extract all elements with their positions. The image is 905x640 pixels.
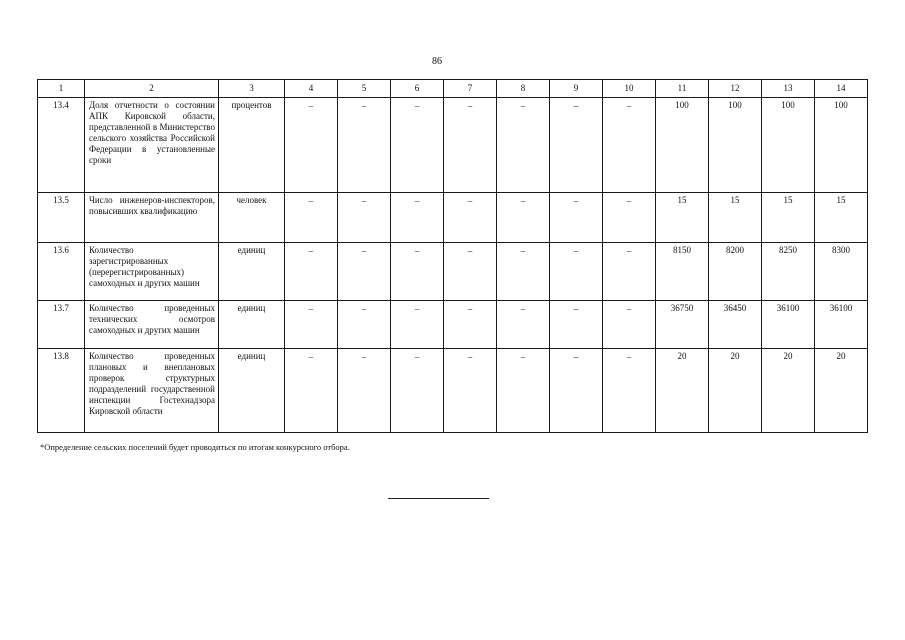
empty-value-dash: – <box>338 243 391 301</box>
empty-value-dash: – <box>444 98 497 193</box>
indicator-value: 36450 <box>709 301 762 349</box>
empty-value-dash: – <box>391 301 444 349</box>
indicator-value: 36100 <box>762 301 815 349</box>
empty-value-dash: – <box>285 301 338 349</box>
row-number: 13.8 <box>38 349 85 433</box>
row-description: Число инженеров-инспекторов, повысивших квалификацию <box>85 193 219 243</box>
row-number: 13.4 <box>38 98 85 193</box>
table-row <box>38 349 868 433</box>
table-row <box>38 193 868 243</box>
column-header: 8 <box>497 80 550 98</box>
empty-value-dash: – <box>550 193 603 243</box>
empty-value-dash: – <box>444 301 497 349</box>
column-header: 13 <box>762 80 815 98</box>
empty-value-dash: – <box>391 98 444 193</box>
indicators-table <box>37 79 868 433</box>
row-unit: человек <box>219 193 285 243</box>
column-header: 1 <box>38 80 85 98</box>
indicator-value: 8300 <box>815 243 868 301</box>
table-row <box>38 301 868 349</box>
row-unit: единиц <box>219 301 285 349</box>
column-header: 3 <box>219 80 285 98</box>
column-header: 12 <box>709 80 762 98</box>
empty-value-dash: – <box>391 193 444 243</box>
table-row <box>38 98 868 193</box>
row-description: Количество зарегистрированных (перерегистрированных) самоходных и других машин <box>85 243 219 301</box>
footnote: *Определение сельских поселений будет проводиться по итогам конкурсного отбора. <box>40 442 350 452</box>
indicator-value: 20 <box>709 349 762 433</box>
empty-value-dash: – <box>497 193 550 243</box>
table-row <box>38 243 868 301</box>
indicator-value: 100 <box>656 98 709 193</box>
row-description: Количество проведенных технических осмотров самоходных и других машин <box>85 301 219 349</box>
empty-value-dash: – <box>285 243 338 301</box>
indicator-value: 8200 <box>709 243 762 301</box>
empty-value-dash: – <box>497 243 550 301</box>
empty-value-dash: – <box>444 349 497 433</box>
empty-value-dash: – <box>285 349 338 433</box>
column-header: 5 <box>338 80 391 98</box>
indicator-value: 100 <box>709 98 762 193</box>
empty-value-dash: – <box>285 98 338 193</box>
indicator-value: 36100 <box>815 301 868 349</box>
indicator-value: 15 <box>815 193 868 243</box>
column-number-row <box>38 80 868 98</box>
empty-value-dash: – <box>338 193 391 243</box>
row-number: 13.5 <box>38 193 85 243</box>
column-header: 6 <box>391 80 444 98</box>
row-description: Количество проведенных плановых и внеплановых проверок структурных подразделений государственной инспекции Гостехнадзора Кировской области <box>85 349 219 433</box>
empty-value-dash: – <box>338 98 391 193</box>
empty-value-dash: – <box>497 301 550 349</box>
indicator-value: 20 <box>815 349 868 433</box>
indicator-value: 8150 <box>656 243 709 301</box>
end-of-section-rule <box>388 498 489 499</box>
empty-value-dash: – <box>497 98 550 193</box>
row-number: 13.6 <box>38 243 85 301</box>
empty-value-dash: – <box>550 243 603 301</box>
empty-value-dash: – <box>338 301 391 349</box>
row-unit: единиц <box>219 349 285 433</box>
empty-value-dash: – <box>603 98 656 193</box>
indicator-value: 15 <box>762 193 815 243</box>
column-header: 9 <box>550 80 603 98</box>
row-unit: единиц <box>219 243 285 301</box>
page-number: 86 <box>432 56 442 67</box>
row-number: 13.7 <box>38 301 85 349</box>
empty-value-dash: – <box>391 243 444 301</box>
empty-value-dash: – <box>391 349 444 433</box>
indicator-value: 36750 <box>656 301 709 349</box>
indicator-value: 20 <box>656 349 709 433</box>
empty-value-dash: – <box>338 349 391 433</box>
empty-value-dash: – <box>550 301 603 349</box>
row-unit: процентов <box>219 98 285 193</box>
empty-value-dash: – <box>444 193 497 243</box>
row-description: Доля отчетности о состоянии АПК Кировской области, представленной в Министерство сельского хозяйства Российской Федерации в установленные сроки <box>85 98 219 193</box>
column-header: 14 <box>815 80 868 98</box>
empty-value-dash: – <box>444 243 497 301</box>
empty-value-dash: – <box>603 243 656 301</box>
column-header: 10 <box>603 80 656 98</box>
empty-value-dash: – <box>550 349 603 433</box>
indicator-value: 20 <box>762 349 815 433</box>
column-header: 4 <box>285 80 338 98</box>
indicator-value: 15 <box>709 193 762 243</box>
empty-value-dash: – <box>550 98 603 193</box>
column-header: 11 <box>656 80 709 98</box>
empty-value-dash: – <box>603 349 656 433</box>
empty-value-dash: – <box>603 193 656 243</box>
indicator-value: 15 <box>656 193 709 243</box>
empty-value-dash: – <box>603 301 656 349</box>
column-header: 2 <box>85 80 219 98</box>
indicator-value: 100 <box>762 98 815 193</box>
indicator-value: 100 <box>815 98 868 193</box>
indicator-value: 8250 <box>762 243 815 301</box>
column-header: 7 <box>444 80 497 98</box>
empty-value-dash: – <box>285 193 338 243</box>
empty-value-dash: – <box>497 349 550 433</box>
